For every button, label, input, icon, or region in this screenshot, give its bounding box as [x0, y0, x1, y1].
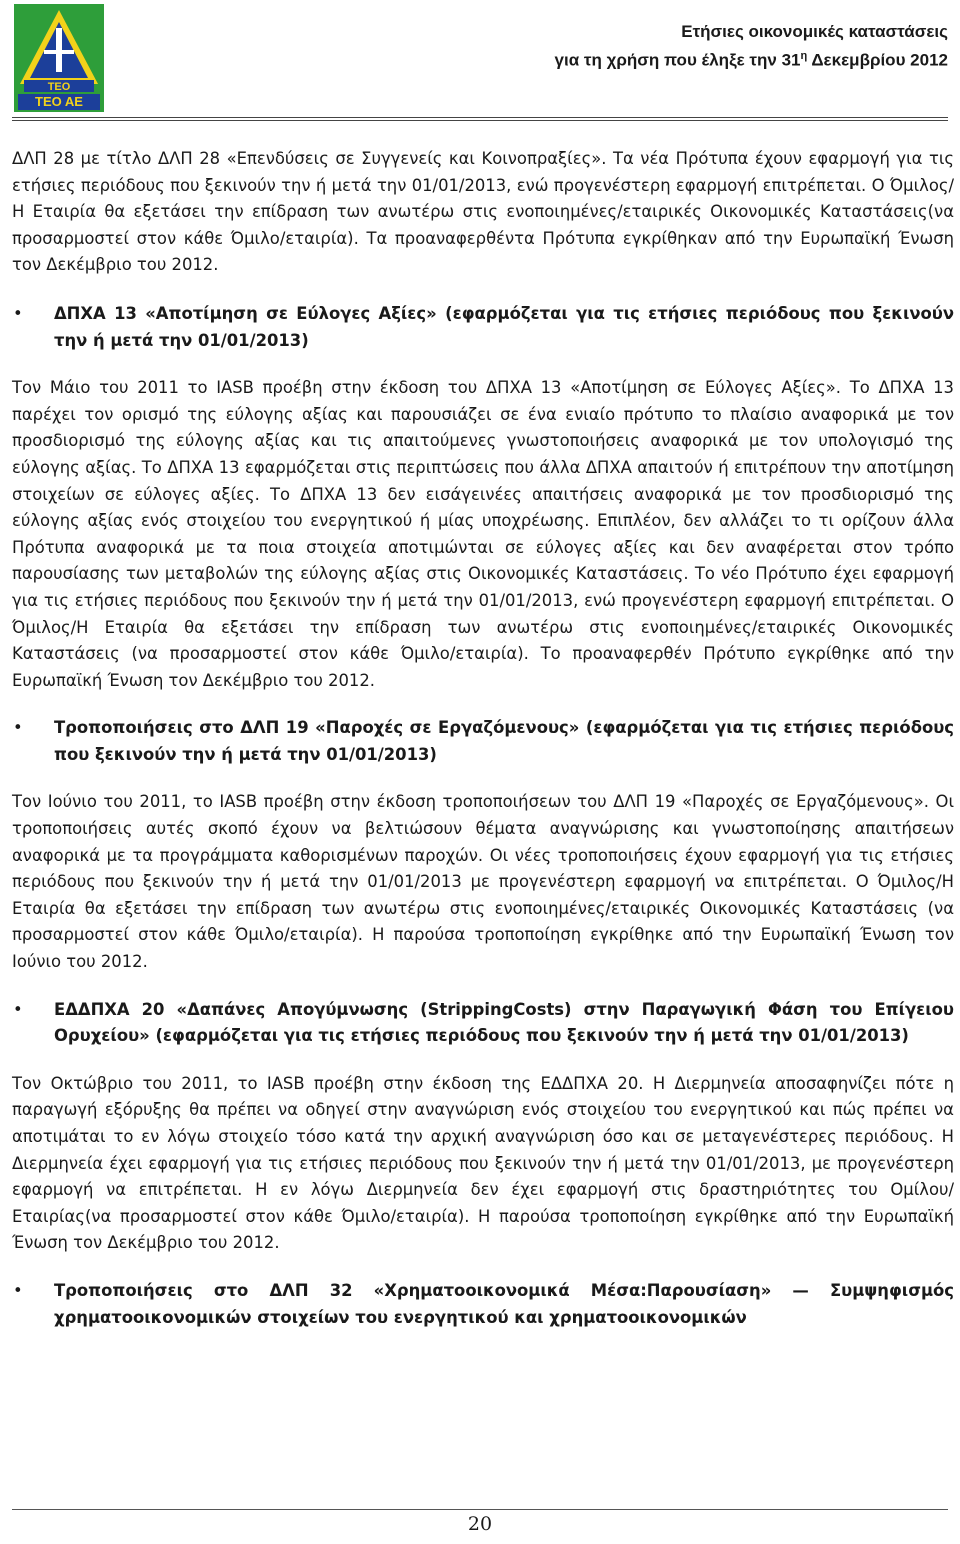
section-heading-text: ΕΔΔΠΧΑ 20 «Δαπάνες Απογύμνωσης (StrippingCosts) στην Παραγωγική Φάση του Επίγειου Ορυχείου» (εφαρμόζεται για τις ετήσιες περιόδους που ξεκινούν την ή μετά την 01/01/2013) [54, 999, 954, 1046]
document-title [555, 20, 948, 73]
section-heading [12, 715, 954, 768]
section-heading-text: ΔΠΧΑ 13 «Αποτίμηση σε Εύλογες Αξίες» (εφαρμόζεται για τις ετήσιες περιόδους που ξεκινούν την ή μετά την 01/01/2013) [54, 303, 954, 350]
logo-caption: TEO AE [35, 94, 83, 109]
section-heading-text: Τροποποιήσεις στο ΔΛΠ 19 «Παροχές σε Εργαζόμενους» (εφαρμόζεται για τις ετήσιες περιόδους που ξεκινούν την ή μετά την 01/01/2013) [54, 718, 954, 764]
svg-text:TEO: TEO [47, 81, 71, 93]
page-number: 20 [467, 1513, 493, 1535]
page-header [0, 0, 960, 118]
title-superscript: η [800, 50, 808, 62]
document-title-line2 [555, 44, 948, 73]
section-heading [12, 1278, 954, 1331]
teo-logo [14, 4, 104, 112]
section-heading [12, 301, 954, 354]
document-title-line1: Ετήσιες οικονομικές καταστάσεις [681, 22, 948, 41]
bullet-icon: • [13, 999, 23, 1019]
section-heading [12, 997, 954, 1050]
title-date-suffix: Δεκεμβρίου 2012 [807, 50, 948, 70]
document-body [12, 146, 954, 1331]
footer-divider [12, 1509, 948, 1510]
bullet-icon: • [13, 303, 23, 323]
header-divider [12, 117, 948, 121]
section-paragraph: Τον Ιούνιο του 2011, το IASB προέβη στην έκδοση τροποποιήσεων του ΔΛΠ 19 «Παροχές σε Εργαζόμενους». Οι τροποποιήσεις αυτές σκοπό έχουν να βελτιώσουν θέματα αναγνώρισης και γνωστοποίησης απαιτήσεων αναφορικά με τα προγράμματα καθορισμένων παροχών. Οι νέες τροποποιήσεις έχουν εφαρμογή για τις ετήσιες περιόδους που ξεκινούν την ή μετά την 01/01/2013 με προγενέστερη εφαρμογή να επιτρέπεται. Ο Όμιλος/Η Εταιρία θα εξετάσει την επίδραση των ανωτέρω στις ενοποιημένες/εταιρικές Οικονομικές Καταστάσεις (να προσαρμοστεί στον κάθε Όμιλο/εταιρία). Η παρούσα τροποποίηση εγκρίθηκε από την Ευρωπαϊκή Ένωση τον Ιούνιο του 2012. [12, 792, 954, 972]
bullet-icon: • [13, 718, 23, 738]
title-date-prefix: για τη χρήση που έληξε την 31 [554, 50, 801, 70]
section-paragraph: Τον Οκτώβριο του 2011, το IASB προέβη στην έκδοση της ΕΔΔΠΧΑ 20. Η Διερμηνεία αποσαφηνίζει πότε η παραγωγή εξόρυξης θα πρέπει να οδηγεί στην αναγνώριση ενός στοιχείου του ενεργητικού και πώς πρέπει να αποτιμάται το εν λόγω στοιχείο τόσο κατά την αρχική αναγνώριση όσο και σε μεταγενέστερες περιόδους. Η Διερμηνεία έχει εφαρμογή για τις ετήσιες περιόδους που ξεκινούν την ή μετά την 01/01/2013, με προγενέστερη εφαρμογή να επιτρέπεται. Η εν λόγω Διερμηνεία δεν έχει εφαρμογή στις δραστηριότητες του Ομίλου/Εταιρίας(να προσαρμοστεί στον κάθε Όμιλο/εταιρία). Η παρούσα τροποποίηση εγκρίθηκε από την Ευρωπαϊκή Ένωση τον Δεκέμβριο του 2012. [12, 1073, 954, 1253]
section-paragraph: Τον Μάιο του 2011 το IASB προέβη στην έκδοση του ΔΠΧΑ 13 «Αποτίμηση σε Εύλογες Αξίες». Το ΔΠΧΑ 13 παρέχει τον ορισμό της εύλογης αξίας και παρουσιάζει σε ένα ενιαίο πρότυπο το πλαίσιο αναφορικά με τον προσδιορισμό της εύλογης αξίας και τις απαιτούμενες γνωστοποιήσεις αναφορικά με τον υπολογισμό της εύλογης αξίας. Το ΔΠΧΑ 13 εφαρμόζεται στις περιπτώσεις που άλλα ΔΠΧΑ απαιτούν ή επιτρέπουν την αποτίμηση στοιχείων σε εύλογες αξίες. Το ΔΠΧΑ 13 δεν εισάγεινέες απαιτήσεις αναφορικά με τον προσδιορισμό της εύλογης αξίας ενός στοιχείου του ενεργητικού ή μίας υποχρέωσης. Επιπλέον, δεν αλλάζει το τι ορίζουν άλλα Πρότυπα αναφορικά με τα ποια στοιχεία αποτιμώνται σε εύλογες αξίες και δεν αναφέρεται στον τρόπο παρουσίασης των μεταβολών της εύλογης αξίας στις Οικονομικές Καταστάσεις. Το νέο Πρότυπο έχει εφαρμογή για τις ετήσιες περιόδους που ξεκινούν την ή μετά την 01/01/2013, ενώ προγενέστερη εφαρμογή επιτρέπεται. Ο Όμιλος/Η Εταιρία θα εξετάσει την επίδραση των ανωτέρω στις ενοποιημένες/εταιρικές Οικονομικές Καταστάσεις (να προσαρμοστεί στον κάθε Όμιλο/εταιρία). Το προαναφερθέν Πρότυπο εγκρίθηκε από την Ευρωπαϊκή Ένωση τον Δεκέμβριο του 2012. [12, 378, 954, 690]
intro-paragraph: ΔΛΠ 28 με τίτλο ΔΛΠ 28 «Επενδύσεις σε Συγγενείς και Κοινοπραξίες». Τα νέα Πρότυπα έχουν εφαρμογή για τις ετήσιες περιόδους που ξεκινούν την ή μετά την 01/01/2013, ενώ προγενέστερη εφαρμογή επιτρέπεται. Ο Όμιλος/Η Εταιρία θα εξετάσει την επίδραση των ανωτέρω στις ενοποιημένες/εταιρικές Οικονομικές Καταστάσεις(να προσαρμοστεί στον κάθε Όμιλο/εταιρία). Τα προαναφερθέντα Πρότυπα εγκρίθηκαν από την Ευρωπαϊκή Ένωση τον Δεκέμβριο του 2012. [12, 149, 954, 275]
bullet-icon: • [13, 1280, 23, 1300]
section-heading-text: Τροποποιήσεις στο ΔΛΠ 32 «Χρηματοοικονομικά Μέσα:Παρουσίαση» — Συμψηφισμός χρηματοοικονομικών στοιχείων του ενεργητικού και χρηματοοικονομικών [54, 1280, 954, 1327]
